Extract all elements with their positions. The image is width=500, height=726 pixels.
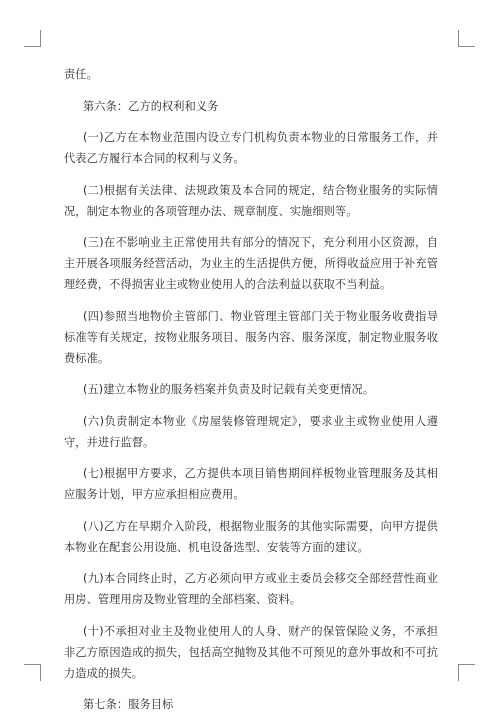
clause-4: (四)参照当地物价主管部门、物业管理主管部门关于物业服务收费指导标准等有关规定，按物业服务项目、服务内容、服务深度，制定物业服务收费标准。 <box>64 309 438 365</box>
document-body <box>64 64 438 726</box>
clause-5: (五)建立本物业的服务档案并负责及时记载有关变更情况。 <box>83 383 375 396</box>
clause-10: (十)不承担对业主及物业使用人的人身、财产的保管保险义务，不承担非乙方原因造成的损失，包括高空抛物及其他不可预见的意外事故和不可抗力造成的损失。 <box>64 624 438 680</box>
paragraph-continuation: 责任。 <box>64 68 98 81</box>
clause-7: (七)根据甲方要求，乙方提供本项目销售期间样板物业管理服务及其相应服务计划，甲方应承担相应费用。 <box>64 467 438 501</box>
crop-mark-top-left <box>24 30 41 47</box>
clause-9: (九)本合同终止时，乙方必须向甲方或业主委员会移交全部经营性商业用房、管理用房及物业管理的全部档案、资料。 <box>64 572 438 606</box>
crop-mark-top-right <box>458 30 475 47</box>
clause-3: (三)在不影响业主正常使用共有部分的情况下，充分利用小区资源，自主开展各项服务经营活动，为业主的生活提供方便，所得收益应用于补充管理经费，不得损害业主或物业使用人的合法利益以获取不当利益。 <box>64 236 438 291</box>
crop-mark-bottom-right <box>458 664 475 681</box>
clause-1: (一)乙方在本物业范围内设立专门机构负责本物业的日常服务工作，并代表乙方履行本合同的权利与义务。 <box>64 131 438 165</box>
clause-2: (二)根据有关法律、法规政策及本合同的规定，结合物业服务的实际情况，制定本物业的各项管理办法、规章制度、实施细则等。 <box>64 183 438 218</box>
article-7-heading: 第七条：服务目标 <box>83 698 174 711</box>
crop-mark-bottom-left <box>24 664 41 681</box>
article-6-heading: 第六条：乙方的权利和义务 <box>83 99 219 113</box>
clause-8: (八)乙方在早期介入阶段，根据物业服务的其他实际需要，向甲方提供本物业在配套公用设施、机电设备选型、安装等方面的建议。 <box>64 519 438 554</box>
clause-6: (六)负责制定本物业《房屋装修管理规定》，要求业主或物业使用人遵守，并进行监督。 <box>64 414 438 449</box>
